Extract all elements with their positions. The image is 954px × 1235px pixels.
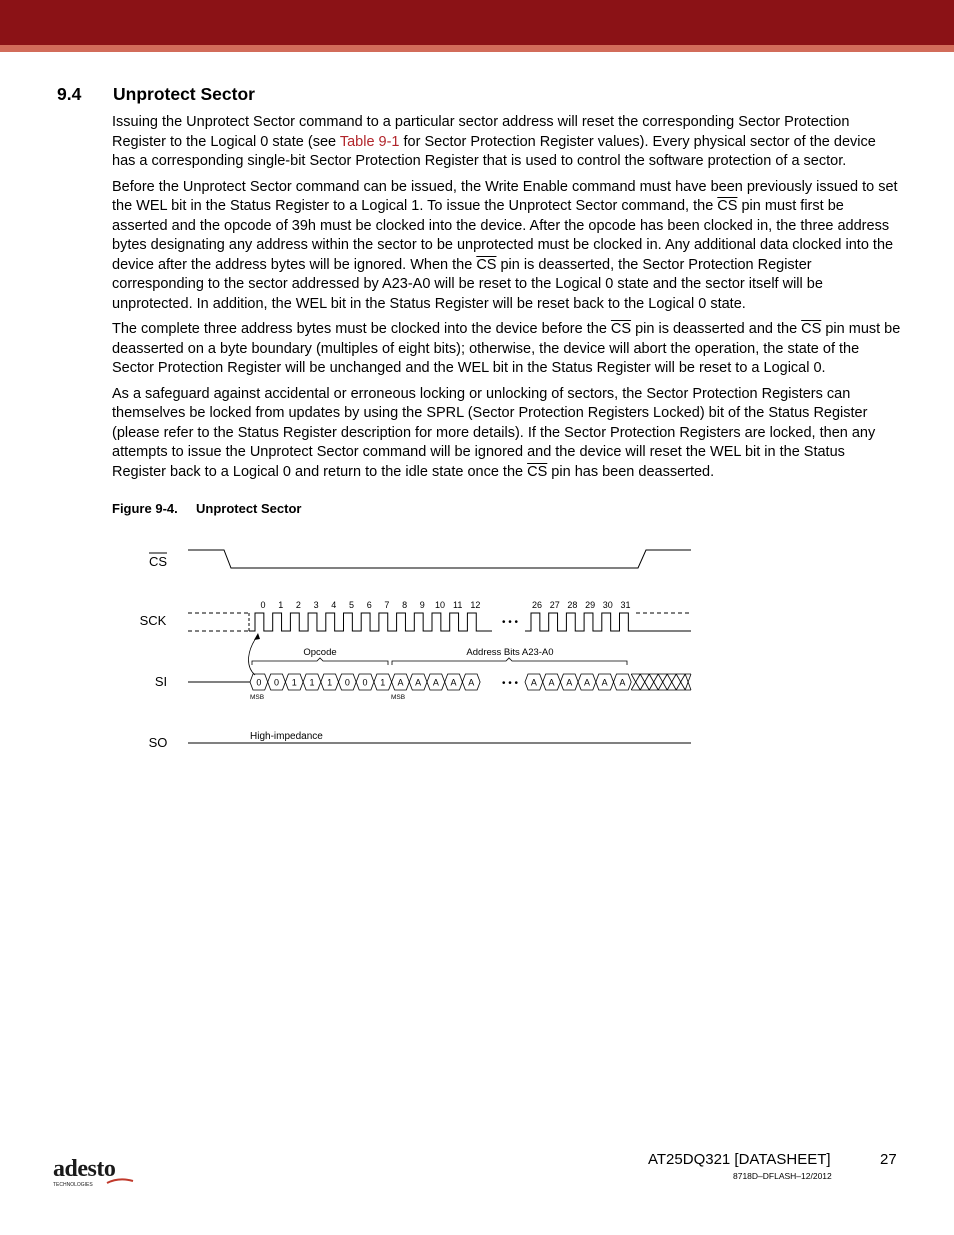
table-9-1-link[interactable]: Table 9-1: [339, 133, 400, 150]
clock-numbers: [260, 600, 630, 610]
paragraph-1: [112, 113, 902, 172]
clock-number: 4: [331, 600, 337, 610]
opcode-bit-label: 1: [291, 677, 297, 688]
body-text: [112, 113, 902, 488]
high-impedance-label: High-impedance: [250, 731, 323, 742]
opcode-bit-label: 1: [380, 677, 386, 688]
cs-overline: $\overline{CS}$: [610, 321, 632, 337]
cs-overline: $\overline{CS}$: [476, 256, 497, 273]
sck-ellipsis: • • •: [501, 617, 519, 628]
sample-arrow: [249, 635, 258, 675]
section-number: 9.4: [57, 84, 82, 104]
address-bit-label: A: [601, 677, 608, 688]
footer-title: AT25DQ321 [DATASHEET]: [648, 1151, 831, 1168]
section-heading: [57, 84, 255, 105]
opcode-bit-label: 1: [309, 677, 315, 688]
sample-arrowhead: [254, 633, 260, 640]
address-bit-label: A: [530, 677, 537, 688]
sck-pulses-left: [249, 613, 492, 631]
figure-caption: [112, 501, 301, 516]
clock-number: 12: [470, 600, 481, 610]
msb-label-opcode: MSB: [250, 694, 265, 701]
opcode-bit-label: 1: [327, 677, 333, 688]
opcode-brace: [252, 658, 388, 665]
cs-overline: $\overline{CS}$: [801, 321, 822, 337]
si-signal-label: SI: [154, 674, 168, 689]
logo-subtitle: TECHNOLOGIES: [53, 1182, 93, 1188]
si-dont-care: [631, 674, 691, 690]
address-bit-label: A: [415, 677, 422, 688]
section-title: Unprotect Sector: [113, 84, 255, 104]
clock-number: 28: [567, 600, 578, 610]
clock-number: 6: [366, 600, 372, 610]
address-bit-label: A: [397, 677, 404, 688]
clock-number: 0: [260, 600, 266, 610]
so-signal-label: SO: [148, 735, 168, 750]
header-bar: [0, 0, 954, 45]
si-ellipsis: • • •: [501, 678, 519, 689]
clock-number: 27: [549, 600, 560, 610]
clock-number: 9: [419, 600, 425, 610]
p3-text-b: pin is deasserted and the: [631, 321, 802, 337]
address-bit-label: A: [583, 677, 590, 688]
address-label: Address Bits A23-A0: [466, 647, 554, 658]
clock-number: 26: [531, 600, 543, 610]
paragraph-2: [112, 178, 902, 315]
sck-signal-label: SCK: [139, 613, 167, 628]
clock-number: 3: [313, 600, 319, 610]
opcode-label: Opcode: [303, 647, 337, 658]
cs-overline: $\overline{CS}$: [717, 198, 738, 214]
p4-text-b: pin has been deasserted.: [547, 463, 715, 480]
timing-diagram: [0, 530, 954, 770]
p2-text-c: pin is deasserted, the Sector Protection Register corresponding to the sector addressed by A23-A0 will be reset to the Logical 0 state and the sector itself will be unprotected. In addition, the WEL bit in the Status Register will be reset back to the Logical 0 state.: [112, 256, 823, 312]
opcode-bit-label: 0: [362, 677, 368, 688]
opcode-bit-label: 0: [274, 677, 280, 688]
cs-signal-label: CS: [148, 554, 168, 569]
p2-text-b: pin must first be asserted and the opcode of 39h must be clocked into the device. After the opcode has been clocked in, the three address bytes designating any address within the sector to be unprotected must be clocked in. Any additional data clocked into the device after the address bytes will be ignored. When the: [112, 198, 894, 273]
clock-number: 8: [402, 600, 408, 610]
document-number: 8718D–DFLASH–12/2012: [733, 1171, 832, 1181]
sck-waveform: [188, 613, 691, 631]
clock-number: 10: [434, 600, 446, 610]
clock-number: 11: [453, 600, 463, 610]
p1-text-b: for Sector Protection Register values). Every physical sector of the device has a corresponding single-bit Sector Protection Register that is used to control the software protection of a sector.: [112, 133, 876, 169]
address-bit-label: A: [432, 677, 439, 688]
address-bit-label: A: [450, 677, 457, 688]
paragraph-4: [112, 385, 902, 483]
clock-number: 29: [585, 600, 596, 610]
sck-pulses-right: [525, 613, 691, 631]
si-waveform: [188, 674, 691, 690]
p1-text-a: Issuing the Unprotect Sector command to a particular sector address will reset the corresponding Sector Protection Register to the Logical 0 state (see: [112, 114, 850, 150]
paragraph-3: [112, 320, 902, 379]
address-bit-label: A: [548, 677, 555, 688]
opcode-bit-label: 0: [256, 677, 262, 688]
figure-title: Unprotect Sector: [196, 501, 302, 516]
address-bit-label: A: [619, 677, 626, 688]
p3-text-c: pin must be deasserted on a byte boundary (multiples of eight bits); otherwise, the device will abort the operation, the state of the Sector Protection Register will be unchanged and the WEL bit in the Status Register will be reset to a Logical 0.: [112, 321, 901, 376]
clock-number: 5: [348, 600, 355, 610]
header-stripe: [0, 45, 954, 52]
clock-number: 7: [384, 600, 390, 610]
address-bit-label: A: [566, 677, 573, 688]
cs-waveform: [188, 550, 691, 568]
clock-number: 2: [295, 600, 301, 610]
clock-number: 31: [620, 600, 631, 610]
adesto-logo: [53, 1155, 143, 1194]
p4-text-a: As a safeguard against accidental or erroneous locking or unlocking of sectors, the Sector Protection Registers can themselves be locked from updates by using the SPRL (Sector Protection Registers Locked) bit of the Status Register (please refer to the Status Register description for more details). If the Sector Protection Registers are locked, then any attempts to issue the Unprotect Sector command will be ignored and the device will reset the WEL bit in the Status Register back to a Logical 0 and return to the idle state once the: [112, 385, 876, 480]
cs-overline: $\overline{CS}$: [527, 463, 548, 480]
p2-text-a: Before the Unprotect Sector command can be issued, the Write Enable command must have been previously issued to set the WEL bit in the Status Register to a Logical 1. To issue the Unprotect Sector command, the: [112, 178, 898, 214]
address-brace: [392, 658, 627, 665]
address-bit-label: A: [468, 677, 475, 688]
opcode-bit-label: 0: [344, 677, 350, 688]
clock-number: 1: [278, 600, 284, 610]
p3-text-a: The complete three address bytes must be clocked into the device before the: [112, 321, 611, 337]
msb-label-address: MSB: [391, 694, 406, 701]
braces: [252, 658, 627, 665]
logo-wordmark: adesto: [53, 1156, 116, 1182]
figure-label: Figure 9-4.: [112, 501, 178, 516]
clock-number: 30: [602, 600, 613, 610]
page-number: 27: [880, 1151, 897, 1168]
